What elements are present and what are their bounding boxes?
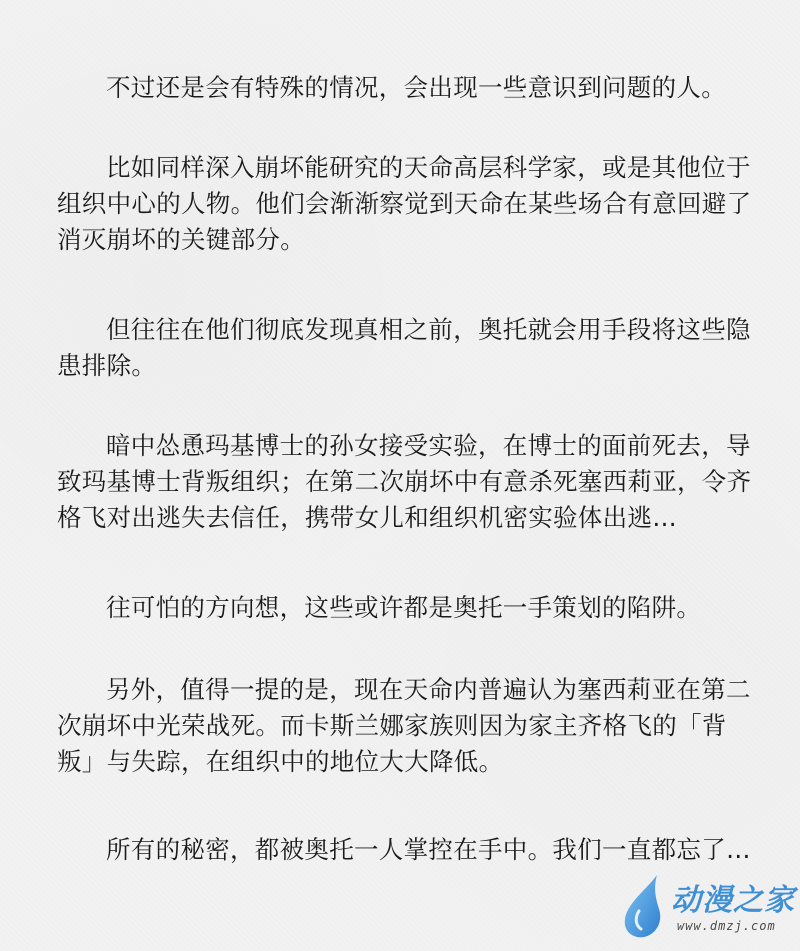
paragraph-3: 但往往在他们彻底发现真相之前，奥托就会用手段将这些隐患排除。 <box>57 315 751 380</box>
watermark-title: 动漫之家 <box>671 883 795 918</box>
paragraph-6: 另外，值得一提的是，现在天命内普遍认为塞西莉亚在第二次崩坏中光荣战死。而卡斯兰娜家族则因为家主齐格飞的「背叛」与失踪，在组织中的地位大大降低。 <box>57 675 751 776</box>
paragraph-7: 所有的秘密，都被奥托一人掌控在手中。我们一直都忘了… <box>106 835 751 864</box>
paragraph-5: 往可怕的方向想，这些或许都是奥托一手策划的陷阱。 <box>106 593 702 622</box>
watermark-url: www.dmzj.com <box>677 919 776 933</box>
paragraph-4: 暗中怂恿玛基博士的孙女接受实验，在博士的面前死去，导致玛基博士背叛组织；在第二次崩坏中有意杀死塞西莉亚，令齐格飞对出逃失去信任，携带女儿和组织机密实验体出逃… <box>57 431 752 532</box>
paragraph-1: 不过还是会有特殊的情况，会出现一些意识到问题的人。 <box>106 73 726 102</box>
paragraph-2: 比如同样深入崩坏能研究的天命高层科学家，或是其他位于组织中心的人物。他们会渐渐察觉到天命在某些场合有意回避了消灭崩坏的关键部分。 <box>57 153 752 254</box>
site-watermark <box>617 871 795 943</box>
water-drop-icon <box>617 871 671 941</box>
